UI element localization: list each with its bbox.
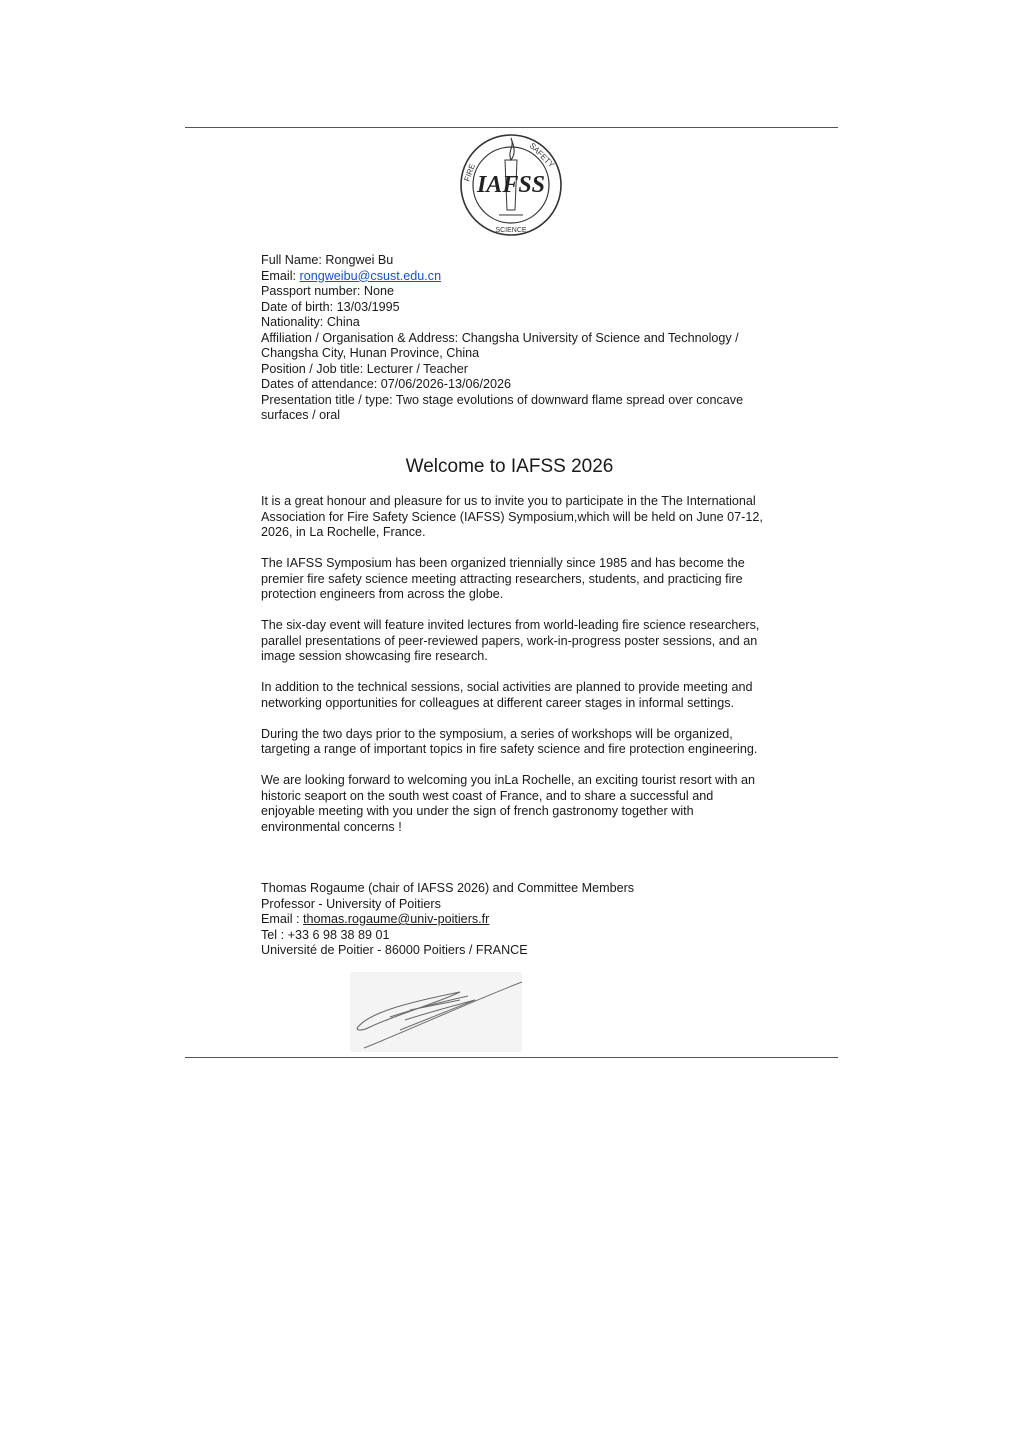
signatory-name: Thomas Rogaume (chair of IAFSS 2026) and Committee Members	[261, 881, 635, 895]
paragraph-social: In addition to the technical sessions, social activities are planned to provide meeting and networking opportunities for colleagues at different career stages in informal settings.	[261, 680, 753, 710]
svg-text:SAFETY: SAFETY	[527, 141, 556, 170]
paragraph-invitation: It is a great honour and pleasure for us to invite you to participate in the The International Association for Fire Safety Science (IAFSS) Symposium,which will be held on June 07-12, 2026, in La Rochelle, France.	[261, 494, 763, 539]
signatory-address: Université de Poitier - 86000 Poitiers / FRANCE	[261, 943, 528, 957]
signatory-email: Email : thomas.rogaume@univ-poitiers.fr	[261, 912, 490, 926]
paragraph-workshops: During the two days prior to the symposium, a series of workshops will be organized, targeting a range of important topics in fire safety science and fire protection engineering.	[261, 726, 758, 756]
svg-text:SCIENCE: SCIENCE	[495, 227, 527, 234]
field-full-name: Full Name: Rongwei Bu	[261, 253, 394, 267]
welcome-heading: Welcome to IAFSS 2026	[405, 456, 614, 477]
iafss-logo	[455, 130, 567, 240]
top-divider	[185, 127, 838, 128]
participant-details	[261, 253, 766, 424]
paragraph-closing: We are looking forward to welcoming you inLa Rochelle, an exciting tourist resort with an historic seaport on the south west coast of France, and to share a successful and enjoyable meeting with you under the sign of french gastronomy together with environmental concerns !	[261, 773, 755, 834]
signatory-phone: Tel : +33 6 98 38 89 01	[261, 927, 390, 942]
paragraph-event: The six-day event will feature invited lectures from world-leading fire science researchers, parallel presentations of peer-reviewed papers, work-in-progress poster sessions, and an image session showcasing fire research.	[261, 618, 760, 663]
field-nationality: Nationality: China	[261, 315, 360, 329]
signatory-title: Professor - University of Poitiers	[261, 896, 441, 911]
paragraph-history: The IAFSS Symposium has been organized triennially since 1985 and has become the premier fire safety science meeting attracting researchers, students, and practicing fire protection engineers from across the globe.	[261, 556, 745, 601]
svg-text:IAFSS: IAFSS	[476, 172, 546, 198]
field-email: Email: rongweibu@csust.edu.cn	[261, 268, 442, 283]
participant-email-link[interactable]: rongweibu@csust.edu.cn	[299, 268, 442, 283]
signature-block	[261, 881, 766, 959]
letter-body	[261, 494, 766, 851]
field-affiliation: Affiliation / Organisation & Address: Changsha University of Science and Technology / Changsha City, Hunan Province, China	[261, 330, 739, 360]
handwritten-signature	[350, 972, 522, 1052]
signatory-email-link[interactable]: thomas.rogaume@univ-poitiers.fr	[303, 912, 490, 926]
bottom-divider	[185, 1057, 838, 1058]
field-dates-of-attendance: Dates of attendance: 07/06/2026-13/06/2026	[261, 377, 511, 391]
field-position: Position / Job title: Lecturer / Teacher	[261, 361, 468, 376]
svg-text:FIRE: FIRE	[462, 162, 478, 183]
field-passport: Passport number: None	[261, 284, 395, 298]
field-presentation: Presentation title / type: Two stage evolutions of downward flame spread over concave surfaces / oral	[261, 392, 744, 422]
field-date-of-birth: Date of birth: 13/03/1995	[261, 299, 400, 314]
